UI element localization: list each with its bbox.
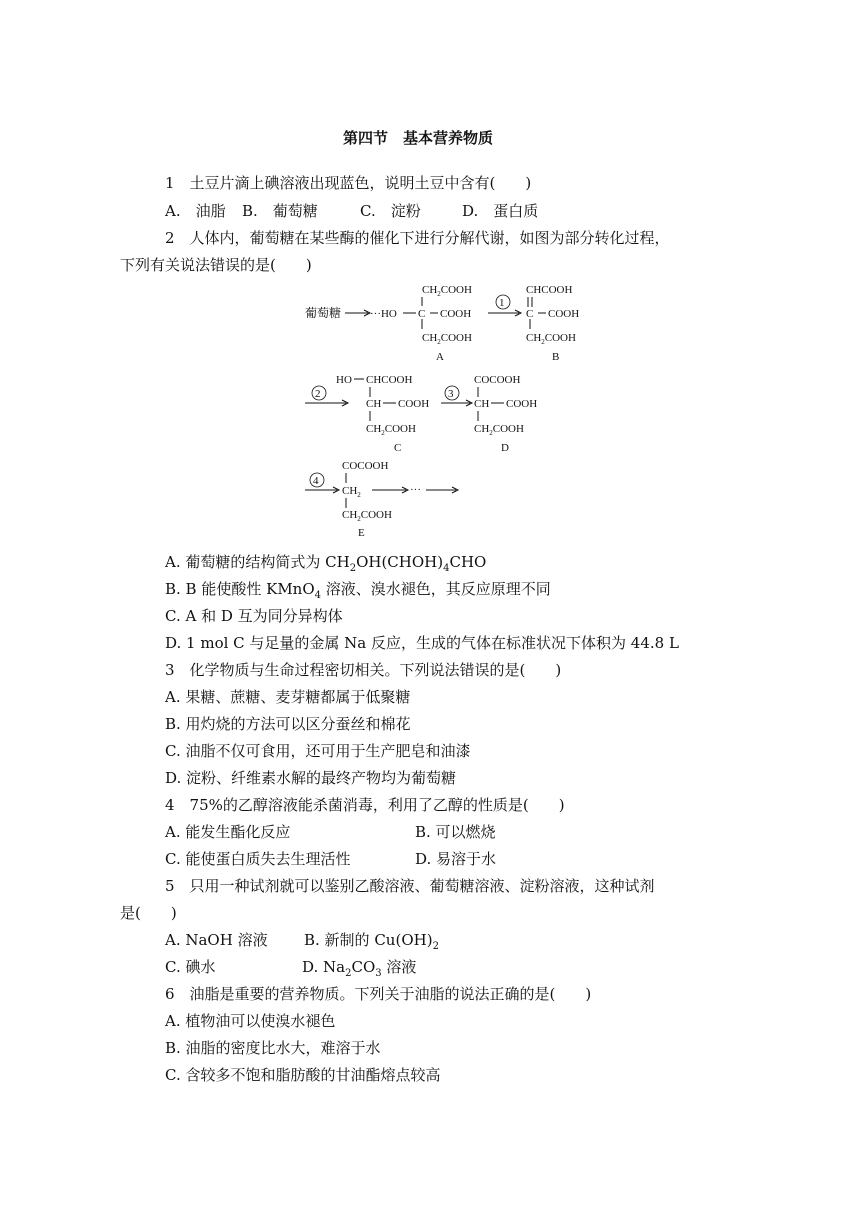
q5-stem-line2: 是( ) bbox=[120, 904, 177, 922]
q2-option-a: A. 葡萄糖的结构简式为 $CH_2OH(CHOH)_4CHO$ bbox=[165, 553, 487, 574]
q2-stem-line2: 下列有关说法错误的是( ) bbox=[120, 256, 312, 274]
q1-option-b: B. 葡萄糖 bbox=[242, 202, 318, 220]
q2-option-c: C. A 和 D 互为同分异构体 bbox=[165, 607, 343, 625]
step1-label: 1 bbox=[499, 297, 505, 309]
q6-stem: 6 油脂是重要的营养物质。下列关于油脂的说法正确的是( ) bbox=[165, 985, 592, 1003]
q2-option-d: D. 1 mol C 与足量的金属 Na 反应，生成的气体在标准状况下体积为 44.8 L bbox=[165, 634, 679, 652]
q3-option-a: A. 果糖、蔗糖、麦芽糖都属于低聚糖 bbox=[165, 688, 411, 706]
e-ch2: $CH_2$ bbox=[342, 485, 361, 499]
q3-option-d: D. 淀粉、纤维素水解的最终产物均为葡萄糖 bbox=[165, 769, 457, 787]
q1-option-d: D. 蛋白质 bbox=[462, 202, 539, 220]
q4-option-a: A. 能发生酯化反应 bbox=[165, 823, 291, 841]
b-carbon: C bbox=[526, 308, 534, 320]
q6-option-c: C. 含较多不饱和脂肪酸的甘油酯熔点较高 bbox=[165, 1066, 441, 1084]
page-title: 第四节 基本营养物质 bbox=[343, 129, 494, 147]
c-ho: HO bbox=[336, 374, 352, 386]
q6-option-a: A. 植物油可以使溴水褪色 bbox=[165, 1012, 336, 1030]
continuation-dots: ··· bbox=[410, 484, 421, 496]
d-cooh-mid: COOH bbox=[506, 398, 538, 410]
c-cooh-mid: COOH bbox=[398, 398, 430, 410]
q3-stem: 3 化学物质与生命过程密切相关。下列说法错误的是( ) bbox=[165, 661, 562, 679]
label-a: A bbox=[436, 351, 444, 363]
d-bottom-group: $CH_2COOH$ bbox=[474, 423, 524, 437]
q1-option-a: A. 油脂 bbox=[165, 202, 226, 220]
glucose-label: 葡萄糖 bbox=[305, 306, 342, 320]
q6-option-b: B. 油脂的密度比水大，难溶于水 bbox=[165, 1039, 381, 1057]
q2-option-b: B. B 能使酸性 KMnO$_4$ 溶液、溴水褪色，其反应原理不同 bbox=[165, 580, 551, 601]
c-chcooh: CHCOOH bbox=[366, 374, 413, 386]
d-ch: CH bbox=[474, 398, 490, 410]
q4-option-c: C. 能使蛋白质失去生理活性 bbox=[165, 850, 351, 868]
a-bottom-group: $CH_2COOH$ bbox=[422, 332, 472, 346]
d-cocooh: COCOOH bbox=[474, 374, 521, 386]
q5-option-a: A. NaOH 溶液 bbox=[165, 931, 268, 949]
label-b: B bbox=[552, 351, 560, 363]
step3-label: 3 bbox=[448, 388, 454, 400]
e-bottom-group: $CH_2COOH$ bbox=[342, 509, 392, 523]
q4-option-b: B. 可以燃烧 bbox=[415, 823, 496, 841]
q3-option-c: C. 油脂不仅可食用，还可用于生产肥皂和油漆 bbox=[165, 742, 471, 760]
b-bottom-group: $CH_2COOH$ bbox=[526, 332, 576, 346]
label-e: E bbox=[358, 527, 365, 539]
c-bottom-group: $CH_2COOH$ bbox=[366, 423, 416, 437]
step4-label: 4 bbox=[313, 475, 319, 487]
q4-option-d: D. 易溶于水 bbox=[415, 850, 497, 868]
label-d: D bbox=[501, 442, 509, 454]
b-cooh-mid: COOH bbox=[548, 308, 580, 320]
q5-option-c: C. 碘水 bbox=[165, 958, 216, 976]
b-chcooh: CHCOOH bbox=[526, 284, 573, 296]
a-cooh-mid: COOH bbox=[440, 308, 472, 320]
q5-option-d: D. $Na_2CO_3$ 溶液 bbox=[302, 958, 417, 979]
q1-stem: 1 土豆片滴上碘溶液出现蓝色，说明土豆中含有( ) bbox=[165, 174, 532, 192]
a-carbon: C bbox=[418, 308, 426, 320]
q1-option-c: C. 淀粉 bbox=[360, 202, 421, 220]
q5-stem-line1: 5 只用一种试剂就可以鉴别乙酸溶液、葡萄糖溶液、淀粉溶液，这种试剂 bbox=[165, 877, 655, 895]
q5-option-b: B. 新制的 $Cu(OH)_2$ bbox=[304, 931, 439, 952]
e-cocooh: COCOOH bbox=[342, 460, 389, 472]
q3-option-b: B. 用灼烧的方法可以区分蚕丝和棉花 bbox=[165, 715, 411, 733]
q4-stem: 4 75%的乙醇溶液能杀菌消毒，利用了乙醇的性质是( ) bbox=[165, 796, 565, 814]
step2-label: 2 bbox=[315, 388, 321, 400]
c-ch: CH bbox=[366, 398, 382, 410]
glucose-metabolism-diagram bbox=[300, 280, 600, 542]
q2-stem-line1: 2 人体内，葡萄糖在某些酶的催化下进行分解代谢，如图为部分转化过程， bbox=[165, 229, 670, 247]
dots-ho-label: ···HO bbox=[370, 308, 397, 320]
label-c: C bbox=[394, 442, 402, 454]
a-top-group: $CH_2COOH$ bbox=[422, 284, 472, 298]
